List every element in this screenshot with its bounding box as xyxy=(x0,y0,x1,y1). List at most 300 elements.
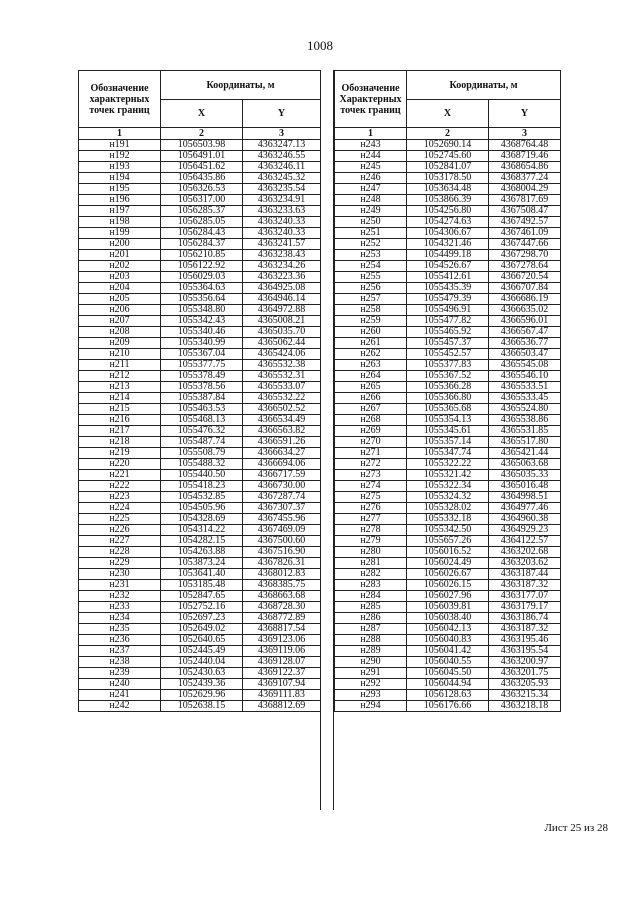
point-designation: н292 xyxy=(335,679,407,690)
x-coordinate: 1052640.65 xyxy=(161,635,243,646)
x-coordinate: 1052697.23 xyxy=(161,613,243,624)
table-row xyxy=(335,239,561,250)
x-coordinate: 1054321.46 xyxy=(407,239,489,250)
y-coordinate: 4366730.00 xyxy=(243,481,321,492)
x-coordinate: 1055367.52 xyxy=(407,371,489,382)
point-designation: н254 xyxy=(335,261,407,272)
point-designation: н221 xyxy=(79,470,161,481)
point-designation: н251 xyxy=(335,228,407,239)
point-designation: н217 xyxy=(79,426,161,437)
column-number: 3 xyxy=(243,128,321,140)
column-number: 3 xyxy=(489,128,561,140)
x-coordinate: 1055457.37 xyxy=(407,338,489,349)
y-coordinate: 4367500.60 xyxy=(243,536,321,547)
y-coordinate: 4363177.07 xyxy=(489,591,561,602)
column-number: 1 xyxy=(79,128,161,140)
x-coordinate: 1055387.84 xyxy=(161,393,243,404)
table-row xyxy=(335,701,561,712)
x-coordinate: 1054328.69 xyxy=(161,514,243,525)
point-designation: н236 xyxy=(79,635,161,646)
x-coordinate: 1055468.13 xyxy=(161,415,243,426)
x-coordinate: 1055488.32 xyxy=(161,459,243,470)
table-row xyxy=(79,151,321,162)
y-coordinate: 4366567.47 xyxy=(489,327,561,338)
point-designation: н262 xyxy=(335,349,407,360)
x-coordinate: 1056435.86 xyxy=(161,173,243,184)
point-designation: н197 xyxy=(79,206,161,217)
y-coordinate: 4367492.57 xyxy=(489,217,561,228)
y-coordinate: 4368719.46 xyxy=(489,151,561,162)
y-coordinate: 4363205.93 xyxy=(489,679,561,690)
y-coordinate: 4363187.32 xyxy=(489,624,561,635)
x-coordinate: 1054282.15 xyxy=(161,536,243,547)
x-coordinate: 1054526.67 xyxy=(407,261,489,272)
x-coordinate: 1055418.23 xyxy=(161,481,243,492)
x-coordinate: 1056041.42 xyxy=(407,646,489,657)
x-coordinate: 1055377.75 xyxy=(161,360,243,371)
x-coordinate: 1054256.80 xyxy=(407,206,489,217)
x-coordinate: 1054532.85 xyxy=(161,492,243,503)
point-designation: н247 xyxy=(335,184,407,195)
y-coordinate: 4363195.54 xyxy=(489,646,561,657)
y-coordinate: 4366720.54 xyxy=(489,272,561,283)
x-coordinate: 1055365.68 xyxy=(407,404,489,415)
coordinates-header: Координаты, м xyxy=(161,71,321,100)
y-coordinate: 4369122.37 xyxy=(243,668,321,679)
table-row xyxy=(335,668,561,679)
table-row xyxy=(335,338,561,349)
point-designation: н266 xyxy=(335,393,407,404)
x-coordinate: 1054263.88 xyxy=(161,547,243,558)
y-coordinate: 4365035.33 xyxy=(489,470,561,481)
x-coordinate: 1052690.14 xyxy=(407,140,489,151)
y-coordinate: 4363235.54 xyxy=(243,184,321,195)
table-row xyxy=(79,514,321,525)
y-coordinate: 4366694.06 xyxy=(243,459,321,470)
sheet-label: Лист 25 из 28 xyxy=(544,822,608,834)
y-coordinate: 4364977.46 xyxy=(489,503,561,514)
y-coordinate: 4367278.64 xyxy=(489,261,561,272)
point-designation: н194 xyxy=(79,173,161,184)
table-row xyxy=(335,316,561,327)
table-row xyxy=(335,470,561,481)
y-coordinate: 4365533.45 xyxy=(489,393,561,404)
x-coordinate: 1055657.26 xyxy=(407,536,489,547)
table-row xyxy=(79,261,321,272)
point-designation: н237 xyxy=(79,646,161,657)
point-designation: н203 xyxy=(79,272,161,283)
point-designation: н198 xyxy=(79,217,161,228)
x-coordinate: 1055332.18 xyxy=(407,514,489,525)
y-coordinate: 4368654.86 xyxy=(489,162,561,173)
table-row xyxy=(79,613,321,624)
x-coordinate: 1055412.61 xyxy=(407,272,489,283)
y-coordinate: 4368728.30 xyxy=(243,602,321,613)
point-designation: н238 xyxy=(79,657,161,668)
x-coordinate: 1055377.83 xyxy=(407,360,489,371)
table-row xyxy=(79,481,321,492)
point-designation: н239 xyxy=(79,668,161,679)
y-coordinate: 4363201.75 xyxy=(489,668,561,679)
y-coordinate: 4367469.09 xyxy=(243,525,321,536)
point-designation: н278 xyxy=(335,525,407,536)
table-row xyxy=(79,470,321,481)
x-coordinate: 1053866.39 xyxy=(407,195,489,206)
table-row xyxy=(79,360,321,371)
table-row xyxy=(79,327,321,338)
x-coordinate: 1053185.48 xyxy=(161,580,243,591)
y-coordinate: 4366635.02 xyxy=(489,305,561,316)
y-coordinate: 4366503.47 xyxy=(489,349,561,360)
y-coordinate: 4363218.18 xyxy=(489,701,561,712)
x-coordinate: 1055366.80 xyxy=(407,393,489,404)
point-designation: н225 xyxy=(79,514,161,525)
table-row xyxy=(79,184,321,195)
y-coordinate: 4365545.08 xyxy=(489,360,561,371)
y-coordinate: 4366563.82 xyxy=(243,426,321,437)
table-row xyxy=(79,173,321,184)
table-row xyxy=(335,349,561,360)
table-row xyxy=(335,206,561,217)
y-coordinate: 4366717.59 xyxy=(243,470,321,481)
x-coordinate: 1056128.63 xyxy=(407,690,489,701)
table-row xyxy=(335,602,561,613)
x-coordinate: 1055463.53 xyxy=(161,404,243,415)
y-coordinate: 4368004.29 xyxy=(489,184,561,195)
table-row xyxy=(79,393,321,404)
table-row xyxy=(335,184,561,195)
x-header: X xyxy=(161,100,243,128)
coordinates-header: Координаты, м xyxy=(407,71,561,100)
x-coordinate: 1056026.67 xyxy=(407,569,489,580)
x-coordinate: 1056042.13 xyxy=(407,624,489,635)
point-designation: н231 xyxy=(79,580,161,591)
point-designation: н230 xyxy=(79,569,161,580)
y-coordinate: 4363238.43 xyxy=(243,250,321,261)
table-row xyxy=(79,624,321,635)
table-row xyxy=(335,404,561,415)
point-designation: н224 xyxy=(79,503,161,514)
column-number: 2 xyxy=(161,128,243,140)
table-row xyxy=(79,239,321,250)
table-row xyxy=(79,349,321,360)
point-designation: н268 xyxy=(335,415,407,426)
y-coordinate: 4366591.26 xyxy=(243,437,321,448)
point-designation: н253 xyxy=(335,250,407,261)
point-designation: н249 xyxy=(335,206,407,217)
table-row xyxy=(335,481,561,492)
x-coordinate: 1056284.43 xyxy=(161,228,243,239)
y-coordinate: 4365063.68 xyxy=(489,459,561,470)
table-row xyxy=(79,547,321,558)
table-row xyxy=(335,415,561,426)
y-coordinate: 4365016.48 xyxy=(489,481,561,492)
table-row xyxy=(79,668,321,679)
table-row xyxy=(79,415,321,426)
column-number: 2 xyxy=(407,128,489,140)
table-row xyxy=(335,448,561,459)
table-row xyxy=(79,657,321,668)
point-designation: н223 xyxy=(79,492,161,503)
point-designation: н277 xyxy=(335,514,407,525)
coordinates-table-right xyxy=(334,70,561,712)
y-coordinate: 4365532.31 xyxy=(243,371,321,382)
y-coordinate: 4368663.68 xyxy=(243,591,321,602)
y-header: Y xyxy=(489,100,561,128)
y-coordinate: 4363215.34 xyxy=(489,690,561,701)
column-number: 1 xyxy=(335,128,407,140)
y-coordinate: 4364929.23 xyxy=(489,525,561,536)
table-row xyxy=(79,679,321,690)
point-designation: н279 xyxy=(335,536,407,547)
table-row xyxy=(335,393,561,404)
point-designation: н245 xyxy=(335,162,407,173)
point-designation: н248 xyxy=(335,195,407,206)
table-row xyxy=(335,360,561,371)
y-coordinate: 4364998.51 xyxy=(489,492,561,503)
x-coordinate: 1052841.07 xyxy=(407,162,489,173)
x-coordinate: 1056122.92 xyxy=(161,261,243,272)
x-coordinate: 1055356.64 xyxy=(161,294,243,305)
table-row xyxy=(79,569,321,580)
point-designation: н209 xyxy=(79,338,161,349)
point-designation: н264 xyxy=(335,371,407,382)
point-designation: н252 xyxy=(335,239,407,250)
y-coordinate: 4368377.24 xyxy=(489,173,561,184)
table-row xyxy=(335,327,561,338)
y-coordinate: 4365546.10 xyxy=(489,371,561,382)
point-designation: н204 xyxy=(79,283,161,294)
y-coordinate: 4369123.06 xyxy=(243,635,321,646)
point-designation: н287 xyxy=(335,624,407,635)
point-designation: н286 xyxy=(335,613,407,624)
y-coordinate: 4365421.44 xyxy=(489,448,561,459)
point-designation: н246 xyxy=(335,173,407,184)
y-coordinate: 4366686.19 xyxy=(489,294,561,305)
table-row xyxy=(79,250,321,261)
point-designation: н208 xyxy=(79,327,161,338)
x-coordinate: 1056210.85 xyxy=(161,250,243,261)
y-coordinate: 4364960.38 xyxy=(489,514,561,525)
y-coordinate: 4363187.44 xyxy=(489,569,561,580)
point-designation: н199 xyxy=(79,228,161,239)
y-coordinate: 4363223.36 xyxy=(243,272,321,283)
x-header: X xyxy=(407,100,489,128)
x-coordinate: 1055348.80 xyxy=(161,305,243,316)
x-coordinate: 1056044.94 xyxy=(407,679,489,690)
x-coordinate: 1054306.67 xyxy=(407,228,489,239)
point-designation: н285 xyxy=(335,602,407,613)
table-row xyxy=(335,646,561,657)
x-coordinate: 1056040.83 xyxy=(407,635,489,646)
table-row xyxy=(335,371,561,382)
point-designation: н265 xyxy=(335,382,407,393)
table-row xyxy=(79,591,321,602)
table-row xyxy=(335,437,561,448)
y-coordinate: 4363200.97 xyxy=(489,657,561,668)
table-row xyxy=(79,459,321,470)
table-row xyxy=(79,646,321,657)
y-coordinate: 4366596.01 xyxy=(489,316,561,327)
y-coordinate: 4363203.62 xyxy=(489,558,561,569)
table-row xyxy=(79,536,321,547)
y-coordinate: 4368812.69 xyxy=(243,701,321,712)
point-designation: н243 xyxy=(335,140,407,151)
y-coordinate: 4368772.89 xyxy=(243,613,321,624)
y-coordinate: 4363234.26 xyxy=(243,261,321,272)
y-coordinate: 4365517.80 xyxy=(489,437,561,448)
x-coordinate: 1053873.24 xyxy=(161,558,243,569)
point-designation: н280 xyxy=(335,547,407,558)
table-row xyxy=(335,294,561,305)
y-coordinate: 4367455.96 xyxy=(243,514,321,525)
x-coordinate: 1055496.91 xyxy=(407,305,489,316)
x-coordinate: 1056040.55 xyxy=(407,657,489,668)
y-coordinate: 4365538.86 xyxy=(489,415,561,426)
point-designation: н241 xyxy=(79,690,161,701)
y-coordinate: 4363195.46 xyxy=(489,635,561,646)
table-row xyxy=(79,316,321,327)
x-coordinate: 1056285.05 xyxy=(161,217,243,228)
table-row xyxy=(79,448,321,459)
table-row xyxy=(335,250,561,261)
point-designation: н200 xyxy=(79,239,161,250)
x-coordinate: 1054505.96 xyxy=(161,503,243,514)
x-coordinate: 1055367.04 xyxy=(161,349,243,360)
y-coordinate: 4365531.85 xyxy=(489,426,561,437)
designation-header: Обозначение характерных точек границ xyxy=(79,71,161,128)
y-coordinate: 4363186.74 xyxy=(489,613,561,624)
table-row xyxy=(79,635,321,646)
x-coordinate: 1053641.40 xyxy=(161,569,243,580)
x-coordinate: 1055354.13 xyxy=(407,415,489,426)
y-coordinate: 4367461.09 xyxy=(489,228,561,239)
table-row xyxy=(79,437,321,448)
point-designation: н227 xyxy=(79,536,161,547)
x-coordinate: 1055364.63 xyxy=(161,283,243,294)
point-designation: н191 xyxy=(79,140,161,151)
x-coordinate: 1056285.37 xyxy=(161,206,243,217)
y-coordinate: 4365424.06 xyxy=(243,349,321,360)
page-number: 1008 xyxy=(307,38,333,53)
x-coordinate: 1055322.22 xyxy=(407,459,489,470)
y-coordinate: 4365062.44 xyxy=(243,338,321,349)
point-designation: н257 xyxy=(335,294,407,305)
point-designation: н290 xyxy=(335,657,407,668)
point-designation: н291 xyxy=(335,668,407,679)
y-coordinate: 4367298.70 xyxy=(489,250,561,261)
point-designation: н294 xyxy=(335,701,407,712)
point-designation: н233 xyxy=(79,602,161,613)
point-designation: н216 xyxy=(79,415,161,426)
table-row xyxy=(335,492,561,503)
x-coordinate: 1056326.53 xyxy=(161,184,243,195)
point-designation: н256 xyxy=(335,283,407,294)
y-coordinate: 4367826.31 xyxy=(243,558,321,569)
x-coordinate: 1056016.52 xyxy=(407,547,489,558)
point-designation: н288 xyxy=(335,635,407,646)
x-coordinate: 1055345.61 xyxy=(407,426,489,437)
table-row xyxy=(335,151,561,162)
table-row xyxy=(335,459,561,470)
table-row xyxy=(335,272,561,283)
y-coordinate: 4365532.38 xyxy=(243,360,321,371)
point-designation: н289 xyxy=(335,646,407,657)
y-coordinate: 4367817.69 xyxy=(489,195,561,206)
table-row xyxy=(79,701,321,712)
point-designation: н206 xyxy=(79,305,161,316)
x-coordinate: 1056451.62 xyxy=(161,162,243,173)
x-coordinate: 1055487.74 xyxy=(161,437,243,448)
y-coordinate: 4364972.88 xyxy=(243,305,321,316)
coordinates-table-left xyxy=(78,70,321,712)
point-designation: н205 xyxy=(79,294,161,305)
y-coordinate: 4366707.84 xyxy=(489,283,561,294)
table-row xyxy=(79,140,321,151)
y-coordinate: 4367447.66 xyxy=(489,239,561,250)
x-coordinate: 1052629.96 xyxy=(161,690,243,701)
y-coordinate: 4363241.57 xyxy=(243,239,321,250)
point-designation: н250 xyxy=(335,217,407,228)
table-row xyxy=(335,613,561,624)
y-coordinate: 4363240.33 xyxy=(243,228,321,239)
y-coordinate: 4363246.55 xyxy=(243,151,321,162)
point-designation: н201 xyxy=(79,250,161,261)
table-row xyxy=(335,283,561,294)
table-row xyxy=(79,602,321,613)
point-designation: н213 xyxy=(79,382,161,393)
y-header: Y xyxy=(243,100,321,128)
point-designation: н293 xyxy=(335,690,407,701)
point-designation: н215 xyxy=(79,404,161,415)
point-designation: н212 xyxy=(79,371,161,382)
point-designation: н214 xyxy=(79,393,161,404)
table-row xyxy=(79,503,321,514)
y-coordinate: 4363179.17 xyxy=(489,602,561,613)
y-coordinate: 4367516.90 xyxy=(243,547,321,558)
point-designation: н228 xyxy=(79,547,161,558)
y-coordinate: 4363247.13 xyxy=(243,140,321,151)
y-coordinate: 4364122.57 xyxy=(489,536,561,547)
y-coordinate: 4369119.06 xyxy=(243,646,321,657)
table-row xyxy=(79,217,321,228)
y-coordinate: 4365035.70 xyxy=(243,327,321,338)
point-designation: н222 xyxy=(79,481,161,492)
x-coordinate: 1056038.40 xyxy=(407,613,489,624)
x-coordinate: 1055476.32 xyxy=(161,426,243,437)
table-row xyxy=(335,162,561,173)
table-row xyxy=(335,228,561,239)
table-row xyxy=(335,657,561,668)
x-coordinate: 1055357.14 xyxy=(407,437,489,448)
y-coordinate: 4363240.33 xyxy=(243,217,321,228)
x-coordinate: 1055342.43 xyxy=(161,316,243,327)
y-coordinate: 4366536.77 xyxy=(489,338,561,349)
x-coordinate: 1052745.60 xyxy=(407,151,489,162)
point-designation: н195 xyxy=(79,184,161,195)
y-coordinate: 4367307.37 xyxy=(243,503,321,514)
y-coordinate: 4368817.54 xyxy=(243,624,321,635)
point-designation: н284 xyxy=(335,591,407,602)
table-row xyxy=(335,635,561,646)
y-coordinate: 4367287.74 xyxy=(243,492,321,503)
x-coordinate: 1055440.50 xyxy=(161,470,243,481)
x-coordinate: 1055321.42 xyxy=(407,470,489,481)
table-row xyxy=(335,624,561,635)
x-coordinate: 1055340.99 xyxy=(161,338,243,349)
table-row xyxy=(79,690,321,701)
x-coordinate: 1056039.81 xyxy=(407,602,489,613)
